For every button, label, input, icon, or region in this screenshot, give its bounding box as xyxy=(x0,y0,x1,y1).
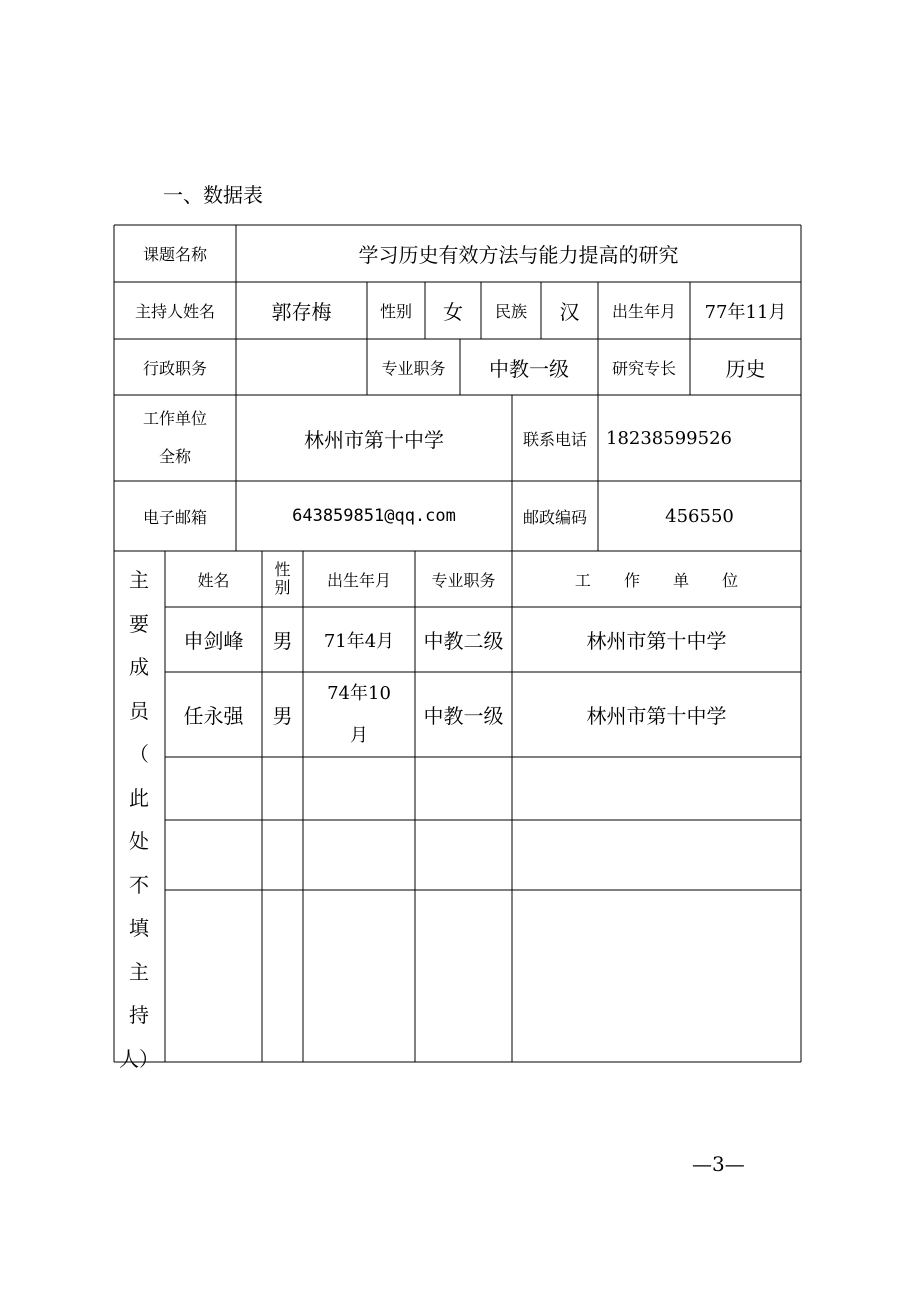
members-side-label-char: 持 xyxy=(129,1003,149,1027)
members-side-label-char: 填 xyxy=(129,916,149,940)
email-label: 电子邮箱 xyxy=(142,507,207,527)
host-birth-value: 77年11月 xyxy=(704,301,787,323)
host-name-value: 郭存梅 xyxy=(271,300,332,324)
pro-title-label: 专业职务 xyxy=(381,358,446,378)
members-side-label-char: 成 xyxy=(129,655,149,679)
host-gender-label: 性别 xyxy=(379,302,412,321)
postcode-label: 邮政编码 xyxy=(522,507,587,527)
member-pro-title: 中教二级 xyxy=(423,629,504,653)
admin-post-value xyxy=(236,339,367,395)
specialty-value: 历史 xyxy=(725,356,766,381)
members-side-label xyxy=(114,551,164,1071)
members-side-label-char: 要 xyxy=(129,611,149,636)
members-side-label-char: 不 xyxy=(129,872,149,897)
members-header-gender-line2: 别 xyxy=(274,578,291,597)
member-name: 申剑峰 xyxy=(183,629,244,653)
member-gender: 男 xyxy=(272,704,293,728)
members-header-gender xyxy=(262,551,303,607)
phone-label: 联系电话 xyxy=(522,429,587,449)
phone-value: 18238599526 xyxy=(606,427,732,449)
section-title: 一、数据表 xyxy=(163,183,263,207)
member-workplace: 林州市第十中学 xyxy=(586,629,727,653)
pro-title-value: 中教一级 xyxy=(489,356,569,381)
members-header-name: 姓名 xyxy=(197,570,230,590)
member-birth xyxy=(303,672,415,757)
specialty-label: 研究专长 xyxy=(611,358,676,378)
host-name-label: 主持人姓名 xyxy=(134,302,215,321)
page-number: —3— xyxy=(692,1152,745,1176)
member-pro-title: 中教一级 xyxy=(423,704,504,728)
members-side-label-char: 此 xyxy=(129,785,149,810)
members-side-label-char: 人） xyxy=(119,1046,159,1071)
members-side-label-char: 处 xyxy=(129,829,149,853)
members-side-label-char: 员 xyxy=(129,698,149,723)
members-side-label-char: 主 xyxy=(129,959,149,984)
host-birth-label: 出生年月 xyxy=(611,302,676,321)
member-birth: 71年4月 xyxy=(323,630,395,652)
member-name: 任永强 xyxy=(183,704,244,728)
workplace-value: 林州市第十中学 xyxy=(304,427,444,452)
members-header-workplace: 工 作 单 位 xyxy=(574,570,753,590)
member-gender: 男 xyxy=(272,629,293,653)
member-workplace: 林州市第十中学 xyxy=(586,704,727,728)
project-title-value: 学习历史有效方法与能力提高的研究 xyxy=(358,243,679,267)
project-title-label: 课题名称 xyxy=(142,245,207,264)
workplace-label-line2: 全称 xyxy=(158,447,191,466)
members-header-gender-line1: 性 xyxy=(274,560,291,579)
members-side-label-char: （ xyxy=(129,742,149,766)
email-value: 643859851@qq.com xyxy=(292,506,456,526)
members-side-label-char: 主 xyxy=(129,568,149,592)
workplace-label xyxy=(114,395,236,481)
host-gender-value: 女 xyxy=(443,300,463,324)
members-header-pro-title: 专业职务 xyxy=(431,570,496,590)
members-header-birth: 出生年月 xyxy=(326,570,391,590)
member-birth-line2: 月 xyxy=(350,724,368,746)
postcode-value: 456550 xyxy=(665,505,734,527)
workplace-label-line1: 工作单位 xyxy=(142,409,207,428)
host-ethnicity-label: 民族 xyxy=(494,302,527,321)
host-ethnicity-value: 汉 xyxy=(559,300,580,324)
admin-post-label: 行政职务 xyxy=(142,358,207,378)
member-birth-line1: 74年10 xyxy=(327,682,391,704)
